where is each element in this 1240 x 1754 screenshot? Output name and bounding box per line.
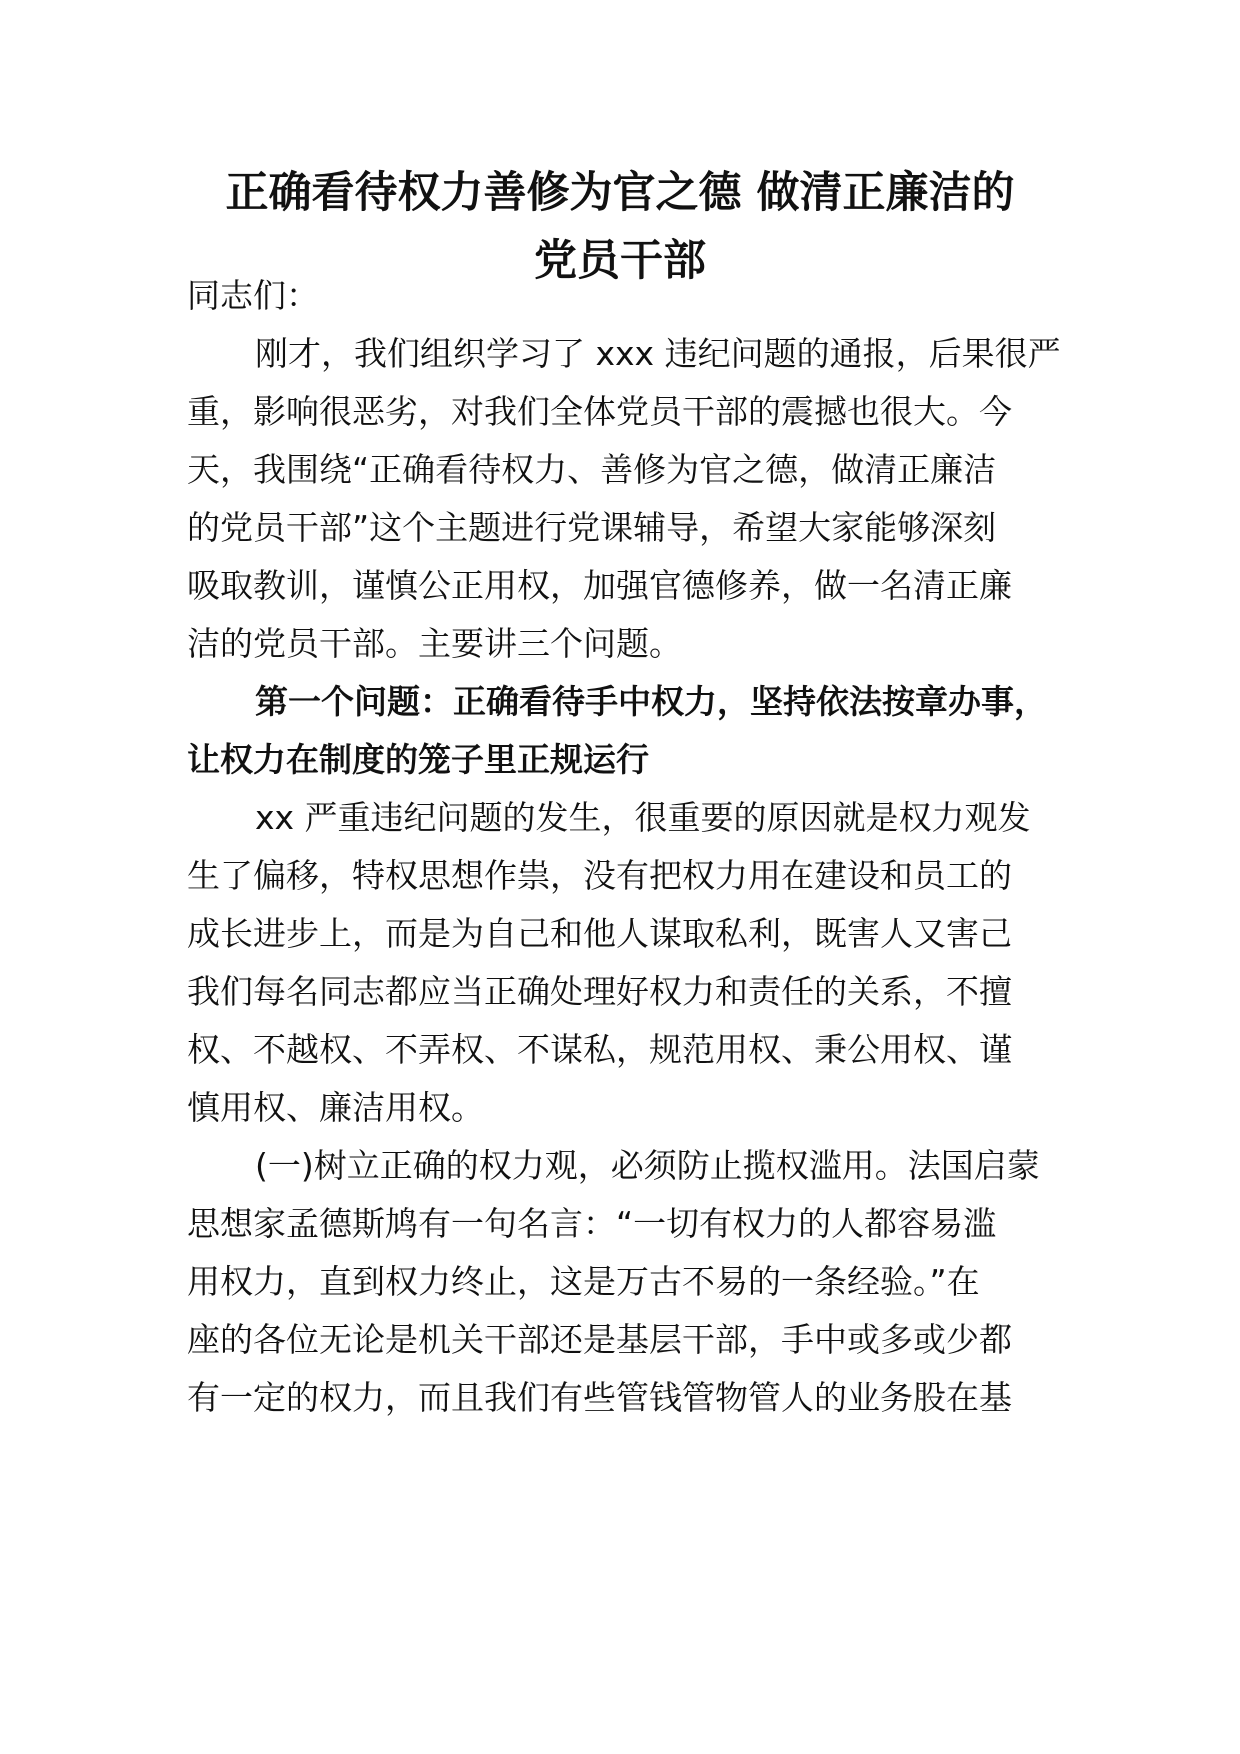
paragraph-line: 的党员干部”这个主题进行党课辅导，希望大家能够深刻 [187, 508, 997, 547]
paragraph-line: (一)树立正确的权力观，必须防止揽权滥用。法国启蒙 [255, 1146, 1040, 1185]
paragraph-line: 洁的党员干部。主要讲三个问题。 [187, 624, 682, 663]
paragraph-line: 天，我围绕“正确看待权力、善修为官之德，做清正廉洁 [187, 450, 997, 489]
section-heading: 第一个问题：正确看待手中权力，坚持依法按章办事， [255, 682, 1047, 721]
title-line-1: 正确看待权力善修为官之德 做清正廉洁的 [225, 168, 1015, 218]
paragraph-line: 思想家孟德斯鸠有一句名言：“一切有权力的人都容易滥 [187, 1204, 997, 1243]
paragraph-line: 用权力，直到权力终止，这是万古不易的一条经验。”在 [187, 1262, 980, 1301]
paragraph-line: xx 严重违纪问题的发生，很重要的原因就是权力观发 [255, 798, 1031, 837]
paragraph-line: 有一定的权力，而且我们有些管钱管物管人的业务股在基 [187, 1378, 1012, 1417]
paragraph-line: 吸取教训，谨慎公正用权，加强官德修养，做一名清正廉 [187, 566, 1012, 605]
paragraph-line: 我们每名同志都应当正确处理好权力和责任的关系，不擅 [187, 972, 1012, 1011]
salutation: 同志们： [187, 276, 319, 315]
paragraph-line: 刚才，我们组织学习了 xxx 违纪问题的通报，后果很严 [255, 334, 1061, 373]
title-line-2: 党员干部 [534, 236, 706, 286]
section-heading: 让权力在制度的笼子里正规运行 [187, 740, 649, 779]
paragraph-line: 权、不越权、不弄权、不谋私，规范用权、秉公用权、谨 [187, 1030, 1012, 1069]
paragraph-line: 生了偏移，特权思想作祟，没有把权力用在建设和员工的 [187, 856, 1012, 895]
paragraph-line: 慎用权、廉洁用权。 [187, 1088, 484, 1127]
paragraph-line: 座的各位无论是机关干部还是基层干部，手中或多或少都 [187, 1320, 1012, 1359]
paragraph-line: 成长进步上，而是为自己和他人谋取私利，既害人又害己 [187, 914, 1012, 953]
paragraph-line: 重，影响很恶劣，对我们全体党员干部的震撼也很大。今 [187, 392, 1012, 431]
